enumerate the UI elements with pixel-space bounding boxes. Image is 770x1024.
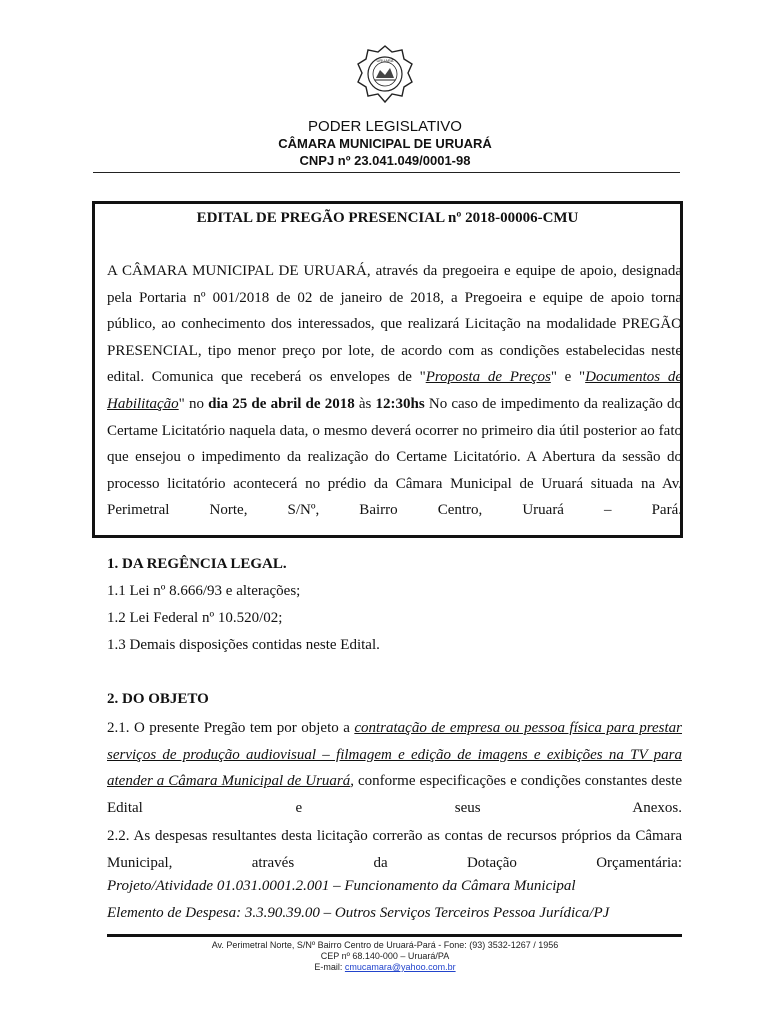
object-description: contratação de empresa ou pessoa física para prestar serviços de produção audiovisual – filmagem e edição de imagens e exibições na TV para atender a Câmara Municipal de Uruará bbox=[107, 720, 682, 790]
session-date: dia 25 de abril de 2018 bbox=[208, 395, 355, 412]
footer-cep: CEP nº 68.140-000 – Uruará/PA bbox=[320, 951, 450, 961]
footer-address: Av. Perimetral Norte, S/Nº Bairro Centro de Uruará-Pará - Fone: (93) 3532-1267 / 1956 bbox=[211, 940, 559, 950]
svg-text:URUARÁ: URUARÁ bbox=[376, 58, 394, 63]
section2-title: 2. DO OBJETO bbox=[107, 691, 209, 707]
edital-intro-paragraph: A CÂMARA MUNICIPAL DE URUARÁ, através da pregoeira e equipe de apoio, designada pela Portaria nº 001/2018 de 02 de janeiro de 2018, a Pregoeira e equipe de apoio torna público, ao conhecimento dos interessados, que realizará Licitação na modalidade PREGÃO PRESENCIAL, tipo menor preço por lote, de acordo com as condições estabelecidas neste edital. Comunica que receberá os envelopes de "Proposta de Preços" e "Documentos de Habilitação" no dia 25 de abril de 2018 às 12:30hs No caso de impedimento da realização do Certame Licitatório naquela data, o mesmo deverá ocorrer no primeiro dia útil posterior ao fato que ensejou o impedimento da realização do Certame Licitatório. A Abertura da sessão do processo licitatório acontecerá no prédio da Câmara Municipal de Uruará situada na Av. Perimetral Norte, S/Nº, Bairro Centro, Uruará – Pará. bbox=[107, 263, 683, 519]
section1-title: 1. DA REGÊNCIA LEGAL. bbox=[107, 556, 287, 572]
footer-email-link[interactable]: cmucamara@yahoo.com.br bbox=[344, 962, 456, 972]
header-org-line: PODER LEGISLATIVO bbox=[308, 118, 462, 135]
header-divider bbox=[93, 172, 680, 173]
section1-item: 1.2 Lei Federal nº 10.520/02; bbox=[107, 610, 283, 626]
footer-email-line: E-mail: cmucamara@yahoo.com.br bbox=[314, 962, 456, 972]
session-time: 12:30hs bbox=[375, 395, 425, 412]
section1-item: 1.1 Lei nº 8.666/93 e alterações; bbox=[107, 583, 301, 599]
proposta-label: Proposta de Preços bbox=[425, 369, 551, 386]
budget-element-line: Elemento de Despesa: 3.3.90.39.00 – Outros Serviços Terceiros Pessoa Jurídica/PJ bbox=[107, 905, 610, 921]
crest-logo bbox=[356, 44, 414, 104]
edital-title: EDITAL DE PREGÃO PRESENCIAL nº 2018-00006-CMU bbox=[196, 210, 579, 226]
header-cnpj: CNPJ nº 23.041.049/0001-98 bbox=[299, 153, 471, 168]
header-chamber-name: CÂMARA MUNICIPAL DE URUARÁ bbox=[278, 136, 492, 151]
section1-item: 1.3 Demais disposições contidas neste Edital. bbox=[107, 637, 380, 653]
section2-expenses-paragraph: 2.2. As despesas resultantes desta licitação correrão as contas de recursos próprios da Câmara Municipal, através da Dotação Orçamentária: bbox=[107, 828, 682, 871]
section2-object-paragraph: 2.1. O presente Pregão tem por objeto a contratação de empresa ou pessoa física para prestar serviços de produção audiovisual – filmagem e edição de imagens e exibições na TV para atender a Câmara Municipal de Uruará, conforme especificações e condições constantes deste Edital e seus Anexos. bbox=[107, 720, 682, 816]
footer-divider bbox=[107, 934, 682, 937]
budget-project-line: Projeto/Atividade 01.031.0001.2.001 – Funcionamento da Câmara Municipal bbox=[107, 878, 576, 894]
documentos-label: Documentos de Habilitação bbox=[107, 369, 683, 412]
